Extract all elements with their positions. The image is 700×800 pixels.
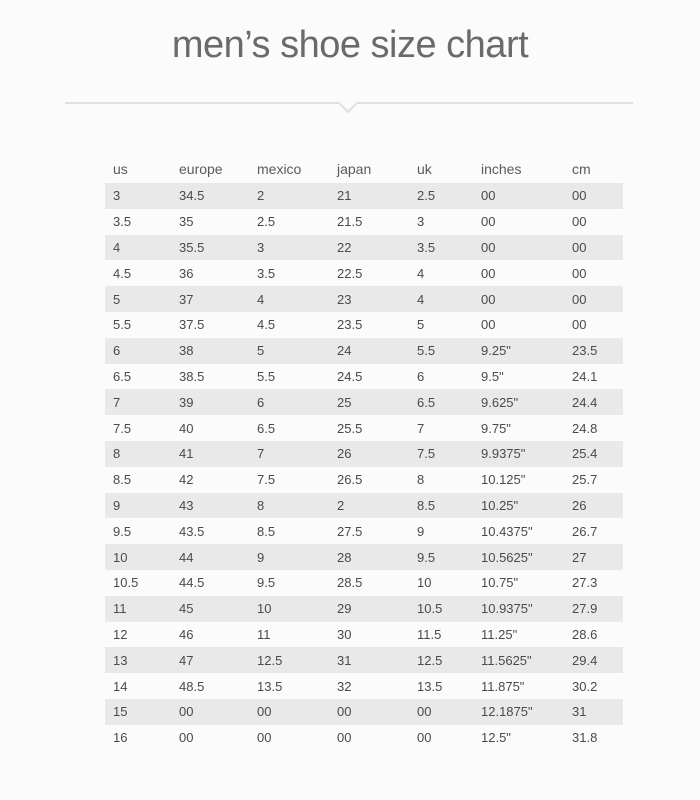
cell-inches: 9.9375" [481, 441, 572, 467]
cell-us: 6.5 [113, 368, 132, 384]
table-row [105, 209, 623, 235]
cell-uk: 11.5 [417, 626, 442, 642]
cell-cm: 30.2 [572, 678, 598, 694]
cell-europe: 37 [179, 286, 257, 312]
cell-cm: 26 [572, 493, 623, 519]
table-row [105, 622, 623, 648]
cell-japan: 2 [337, 493, 417, 519]
cell-japan: 24.5 [337, 368, 363, 384]
cell-inches: 10.9375" [481, 596, 572, 622]
cell-us: 9 [105, 493, 179, 519]
cell-mexico: 3.5 [257, 265, 276, 281]
cell-mexico: 8.5 [257, 523, 276, 539]
table-row [105, 467, 623, 493]
table-row [105, 364, 623, 390]
cell-japan: 23.5 [337, 317, 363, 333]
cell-uk: 00 [417, 730, 432, 746]
cell-us: 10 [105, 544, 179, 570]
cell-uk: 9 [417, 523, 425, 539]
cell-mexico: 5.5 [257, 368, 276, 384]
cell-uk: 10.5 [417, 596, 481, 622]
page-title: men’s shoe size chart [171, 24, 529, 66]
cell-europe: 36 [179, 265, 194, 281]
table-row [105, 286, 623, 312]
cell-cm: 24.1 [572, 368, 598, 384]
cell-europe: 37.5 [179, 317, 205, 333]
table-row [105, 544, 623, 570]
cell-cm: 25.7 [572, 472, 598, 488]
cell-europe: 45 [179, 596, 257, 622]
cell-europe: 44.5 [179, 575, 205, 591]
table-row [105, 673, 623, 699]
cell-uk: 4 [417, 265, 425, 281]
cell-europe: 41 [179, 441, 257, 467]
cell-us: 4.5 [113, 265, 132, 281]
cell-uk: 13.5 [417, 678, 443, 694]
cell-uk: 7 [417, 420, 425, 436]
cell-uk: 4 [417, 286, 481, 312]
table-row [105, 389, 623, 415]
cell-cm: 29.4 [572, 647, 623, 673]
cell-inches: 00 [481, 265, 496, 281]
cell-europe: 47 [179, 647, 257, 673]
size-chart-table [105, 154, 623, 751]
table-row [105, 183, 623, 209]
cell-us: 9.5 [113, 523, 132, 539]
cell-cm: 24.8 [572, 420, 598, 436]
cell-uk: 3.5 [417, 235, 481, 261]
cell-cm: 27.3 [572, 575, 598, 591]
cell-mexico: 7 [257, 441, 337, 467]
cell-uk: 8 [417, 472, 425, 488]
cell-europe: 48.5 [179, 678, 205, 694]
cell-inches: 11.5625" [481, 647, 572, 673]
cell-japan: 25.5 [337, 420, 363, 436]
cell-mexico: 6.5 [257, 420, 276, 436]
cell-uk: 5 [417, 317, 425, 333]
cell-uk: 6 [417, 368, 425, 384]
cell-us: 5 [105, 286, 179, 312]
cell-inches: 9.5" [481, 368, 504, 384]
cell-cm: 00 [572, 183, 623, 209]
cell-inches: 9.625" [481, 389, 572, 415]
cell-europe: 38.5 [179, 368, 205, 384]
cell-inches: 9.25" [481, 338, 572, 364]
cell-mexico: 2 [257, 183, 337, 209]
cell-inches: 00 [481, 214, 496, 230]
cell-japan: 00 [337, 699, 417, 725]
cell-uk: 5.5 [417, 338, 481, 364]
cell-japan: 26 [337, 441, 417, 467]
title-divider [65, 101, 633, 115]
table-header-row [105, 154, 623, 183]
cell-us: 10.5 [113, 575, 139, 591]
cell-uk: 7.5 [417, 441, 481, 467]
cell-us: 3 [105, 183, 179, 209]
column-header-japan: japan [337, 160, 372, 177]
cell-japan: 31 [337, 647, 417, 673]
cell-cm: 26.7 [572, 523, 598, 539]
cell-us: 8 [105, 441, 179, 467]
cell-cm: 31 [572, 699, 623, 725]
cell-inches: 11.25" [481, 626, 518, 642]
table-row [105, 518, 623, 544]
cell-mexico: 7.5 [257, 472, 276, 488]
cell-japan: 00 [337, 730, 352, 746]
cell-mexico: 4 [257, 286, 337, 312]
cell-europe: 42 [179, 472, 194, 488]
cell-cm: 00 [572, 286, 623, 312]
cell-mexico: 11 [257, 626, 271, 642]
cell-europe: 35.5 [179, 235, 257, 261]
cell-japan: 22 [337, 235, 417, 261]
table-row [105, 596, 623, 622]
cell-japan: 21.5 [337, 214, 363, 230]
cell-mexico: 00 [257, 699, 337, 725]
cell-mexico: 2.5 [257, 214, 276, 230]
cell-us: 7.5 [113, 420, 132, 436]
cell-mexico: 10 [257, 596, 337, 622]
cell-japan: 29 [337, 596, 417, 622]
table-row [105, 441, 623, 467]
cell-cm: 24.4 [572, 389, 623, 415]
cell-mexico: 8 [257, 493, 337, 519]
cell-europe: 43 [179, 493, 257, 519]
cell-mexico: 00 [257, 730, 272, 746]
cell-europe: 44 [179, 544, 257, 570]
cell-inches: 10.25" [481, 493, 572, 519]
cell-us: 14 [113, 678, 128, 694]
column-header-uk: uk [417, 160, 432, 177]
cell-europe: 34.5 [179, 183, 257, 209]
table-row [105, 699, 623, 725]
cell-cm: 27.9 [572, 596, 623, 622]
column-header-inches: inches [481, 160, 522, 177]
cell-japan: 24 [337, 338, 417, 364]
cell-europe: 43.5 [179, 523, 205, 539]
cell-mexico: 9 [257, 544, 337, 570]
column-header-europe: europe [179, 160, 223, 177]
cell-uk: 3 [417, 214, 425, 230]
cell-us: 11 [105, 596, 179, 622]
column-header-mexico: mexico [257, 160, 302, 177]
cell-japan: 28.5 [337, 575, 363, 591]
cell-uk: 6.5 [417, 389, 481, 415]
cell-inches: 00 [481, 286, 572, 312]
cell-japan: 32 [337, 678, 352, 694]
cell-uk: 8.5 [417, 493, 481, 519]
cell-uk: 10 [417, 575, 432, 591]
cell-uk: 00 [417, 699, 481, 725]
cell-us: 6 [105, 338, 179, 364]
cell-mexico: 9.5 [257, 575, 276, 591]
cell-cm: 00 [572, 214, 587, 230]
cell-mexico: 5 [257, 338, 337, 364]
cell-inches: 00 [481, 317, 496, 333]
cell-us: 5.5 [113, 317, 132, 333]
cell-uk: 12.5 [417, 647, 481, 673]
cell-mexico: 4.5 [257, 317, 276, 333]
cell-inches: 10.125" [481, 472, 526, 488]
cell-inches: 12.1875" [481, 699, 572, 725]
cell-mexico: 13.5 [257, 678, 283, 694]
cell-inches: 00 [481, 183, 572, 209]
cell-inches: 10.4375" [481, 523, 533, 539]
cell-us: 8.5 [113, 472, 132, 488]
cell-japan: 23 [337, 286, 417, 312]
cell-mexico: 12.5 [257, 647, 337, 673]
cell-uk: 2.5 [417, 183, 481, 209]
cell-mexico: 6 [257, 389, 337, 415]
column-header-cm: cm [572, 160, 591, 177]
cell-us: 16 [113, 730, 128, 746]
cell-europe: 40 [179, 420, 194, 436]
table-row [105, 235, 623, 261]
table-body [105, 183, 623, 751]
cell-inches: 11.875" [481, 678, 525, 694]
cell-us: 12 [113, 626, 128, 642]
cell-inches: 10.75" [481, 575, 519, 591]
cell-europe: 35 [179, 214, 194, 230]
cell-uk: 9.5 [417, 544, 481, 570]
table-row [105, 647, 623, 673]
cell-japan: 25 [337, 389, 417, 415]
cell-europe: 38 [179, 338, 257, 364]
table-row [105, 415, 623, 441]
cell-cm: 31.8 [572, 730, 598, 746]
table-row [105, 260, 623, 286]
table-row [105, 493, 623, 519]
cell-cm: 27 [572, 544, 623, 570]
cell-cm: 28.6 [572, 626, 598, 642]
cell-japan: 26.5 [337, 472, 363, 488]
cell-inches: 9.75" [481, 420, 511, 436]
cell-cm: 23.5 [572, 338, 623, 364]
cell-inches: 00 [481, 235, 572, 261]
cell-europe: 39 [179, 389, 257, 415]
cell-europe: 00 [179, 730, 194, 746]
cell-japan: 22.5 [337, 265, 363, 281]
cell-us: 13 [105, 647, 179, 673]
cell-us: 3.5 [113, 214, 132, 230]
cell-europe: 00 [179, 699, 257, 725]
cell-inches: 10.5625" [481, 544, 572, 570]
cell-cm: 00 [572, 317, 587, 333]
cell-us: 4 [105, 235, 179, 261]
cell-cm: 00 [572, 235, 623, 261]
cell-us: 7 [105, 389, 179, 415]
cell-us: 15 [105, 699, 179, 725]
table-row [105, 725, 623, 751]
cell-inches: 12.5" [481, 730, 511, 746]
cell-japan: 21 [337, 183, 417, 209]
cell-cm: 25.4 [572, 441, 623, 467]
cell-japan: 28 [337, 544, 417, 570]
cell-europe: 46 [179, 626, 194, 642]
cell-cm: 00 [572, 265, 587, 281]
cell-japan: 30 [337, 626, 352, 642]
cell-mexico: 3 [257, 235, 337, 261]
table-row [105, 570, 623, 596]
cell-japan: 27.5 [337, 523, 363, 539]
table-row [105, 338, 623, 364]
table-row [105, 312, 623, 338]
column-header-us: us [113, 160, 128, 177]
